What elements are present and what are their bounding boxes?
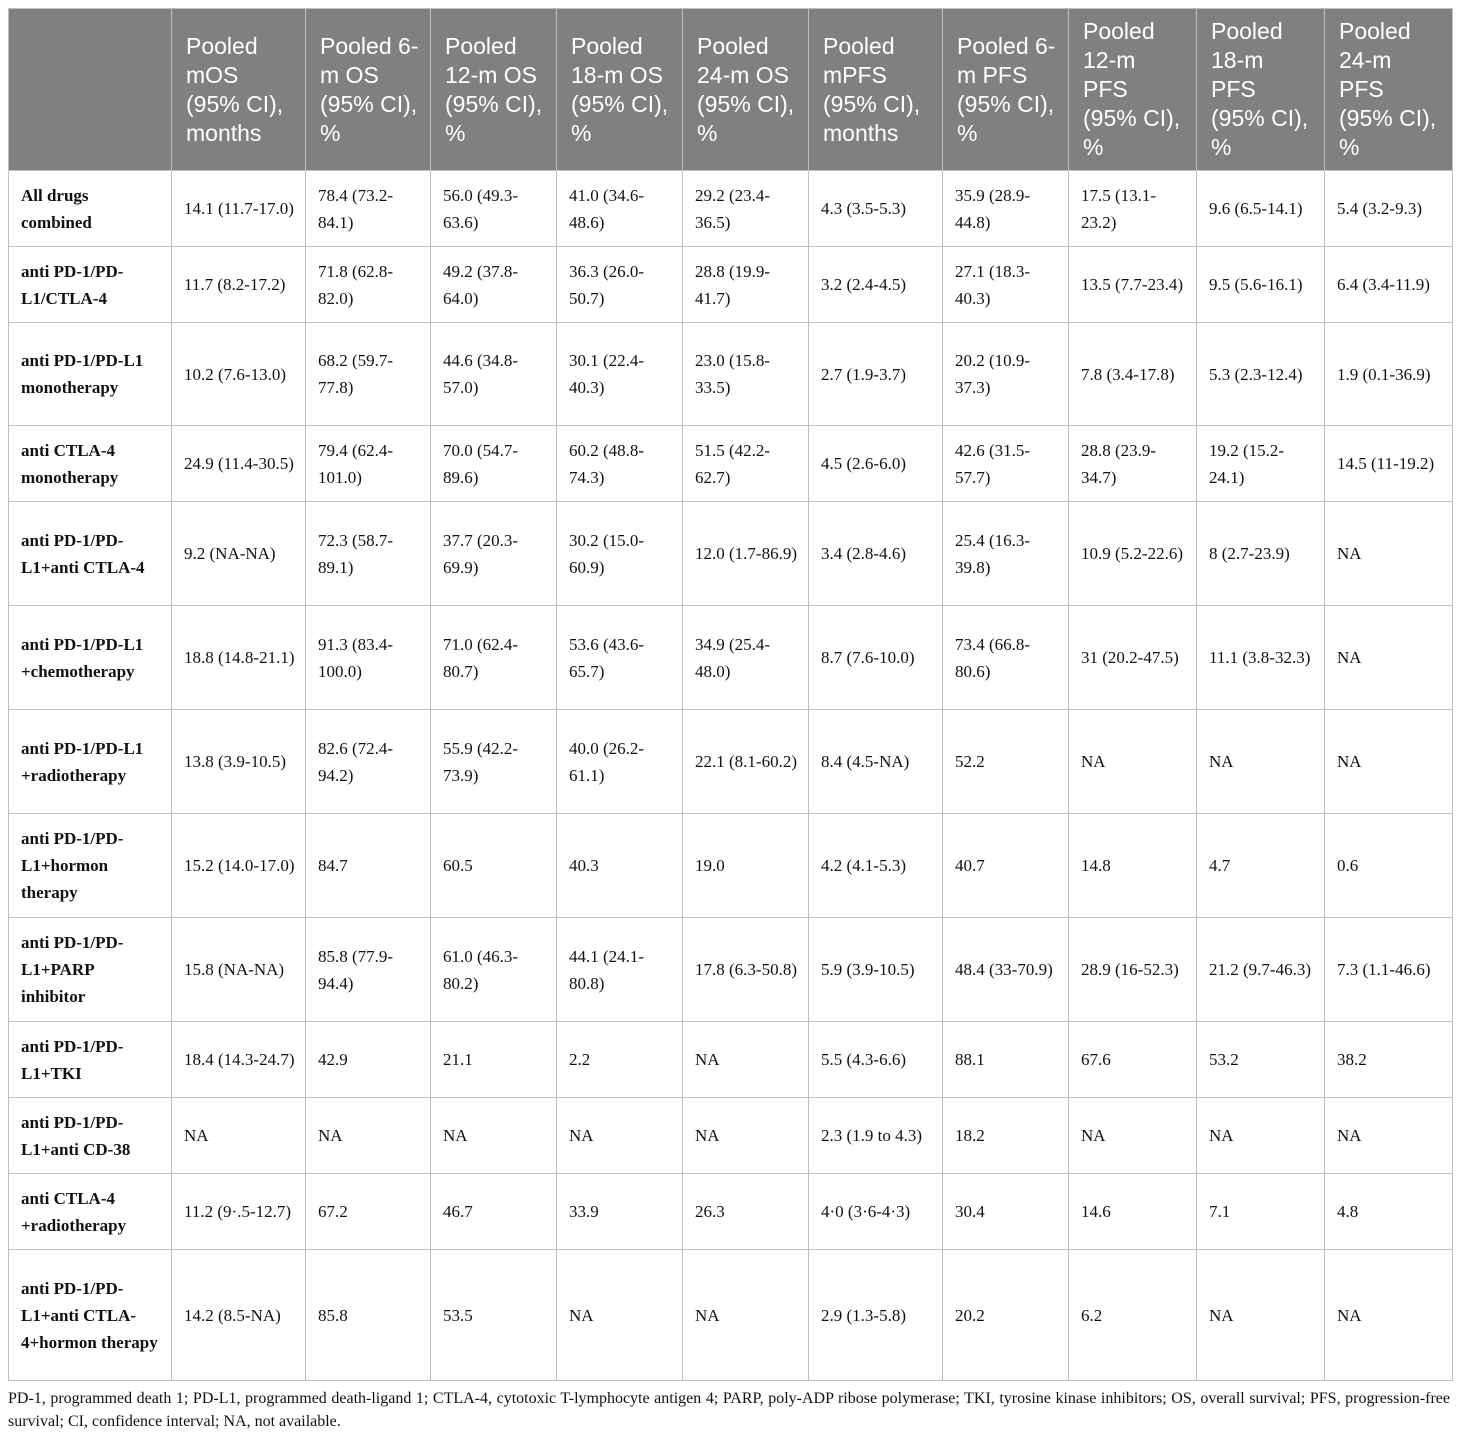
table-cell: 42.9 <box>306 1022 431 1098</box>
table-cell: 73.4 (66.8-80.6) <box>943 606 1069 710</box>
table-cell: 18.8 (14.8-21.1) <box>172 606 306 710</box>
table-row <box>9 323 1453 426</box>
table-cell: 9.5 (5.6-16.1) <box>1197 247 1325 323</box>
table-row <box>9 171 1453 247</box>
table-cell: 14.5 (11-19.2) <box>1325 426 1453 502</box>
table-cell: 2.9 (1.3-5.8) <box>809 1250 943 1381</box>
table-cell: NA <box>1325 502 1453 606</box>
table-cell: 11.2 (9·.5-12.7) <box>172 1174 306 1250</box>
table-cell: 12.0 (1.7-86.9) <box>683 502 809 606</box>
table-cell: 40.7 <box>943 814 1069 918</box>
table-cell: 5.5 (4.3-6.6) <box>809 1022 943 1098</box>
table-cell: 8 (2.7-23.9) <box>1197 502 1325 606</box>
table-container <box>8 8 1452 1433</box>
table-cell: 15.8 (NA-NA) <box>172 918 306 1022</box>
table-footnote: PD-1, programmed death 1; PD-L1, programmed death-ligand 1; CTLA-4, cytotoxic T-lymphocyte antigen 4; PARP, poly-ADP ribose polymerase; TKI, tyrosine kinase inhibitors; OS, overall survival; PFS, progression-free survival; CI, confidence interval; NA, not available. <box>8 1390 1450 1430</box>
header-row <box>9 9 1453 171</box>
table-cell: 28.9 (16-52.3) <box>1069 918 1197 1022</box>
table-cell: 2.2 <box>557 1022 683 1098</box>
row-label: All drugs combined <box>9 171 172 247</box>
table-cell: 35.9 (28.9-44.8) <box>943 171 1069 247</box>
table-cell: 85.8 <box>306 1250 431 1381</box>
table-cell: 53.2 <box>1197 1022 1325 1098</box>
table-cell: 68.2 (59.7-77.8) <box>306 323 431 426</box>
header-cell: Pooled mOS (95% CI), months <box>172 9 306 171</box>
table-cell: 18.4 (14.3-24.7) <box>172 1022 306 1098</box>
table-cell: NA <box>431 1098 557 1174</box>
table-cell: 5.9 (3.9-10.5) <box>809 918 943 1022</box>
table-cell: 28.8 (19.9-41.7) <box>683 247 809 323</box>
table-cell: 48.4 (33-70.9) <box>943 918 1069 1022</box>
row-label: anti PD-1/PD-L1+PARP inhibitor <box>9 918 172 1022</box>
table-cell: 21.2 (9.7-46.3) <box>1197 918 1325 1022</box>
table-cell: 10.9 (5.2-22.6) <box>1069 502 1197 606</box>
table-cell: 3.2 (2.4-4.5) <box>809 247 943 323</box>
table-cell: 34.9 (25.4-48.0) <box>683 606 809 710</box>
table-cell: 8.7 (7.6-10.0) <box>809 606 943 710</box>
row-label: anti PD-1/PD-L1+anti CD-38 <box>9 1098 172 1174</box>
table-cell: NA <box>557 1098 683 1174</box>
table-cell: 52.2 <box>943 710 1069 814</box>
table-cell: NA <box>683 1098 809 1174</box>
table-cell: 11.7 (8.2-17.2) <box>172 247 306 323</box>
table-cell: 85.8 (77.9-94.4) <box>306 918 431 1022</box>
table-cell: 61.0 (46.3-80.2) <box>431 918 557 1022</box>
table-cell: 38.2 <box>1325 1022 1453 1098</box>
table-cell: 4.5 (2.6-6.0) <box>809 426 943 502</box>
table-cell: 6.2 <box>1069 1250 1197 1381</box>
table-cell: 26.3 <box>683 1174 809 1250</box>
table-cell: 11.1 (3.8-32.3) <box>1197 606 1325 710</box>
table-row <box>9 814 1453 918</box>
table-cell: 10.2 (7.6-13.0) <box>172 323 306 426</box>
table-cell: 78.4 (73.2-84.1) <box>306 171 431 247</box>
table-cell: 42.6 (31.5-57.7) <box>943 426 1069 502</box>
table-cell: 31 (20.2-47.5) <box>1069 606 1197 710</box>
table-cell: 27.1 (18.3-40.3) <box>943 247 1069 323</box>
row-label: anti CTLA-4 +radiotherapy <box>9 1174 172 1250</box>
table-row <box>9 502 1453 606</box>
table-cell: NA <box>683 1250 809 1381</box>
table-row <box>9 1250 1453 1381</box>
table-cell: 82.6 (72.4-94.2) <box>306 710 431 814</box>
table-cell: 53.6 (43.6-65.7) <box>557 606 683 710</box>
table-row <box>9 606 1453 710</box>
table-body <box>9 171 1453 1381</box>
table-cell: 30.2 (15.0-60.9) <box>557 502 683 606</box>
table-cell: 5.4 (3.2-9.3) <box>1325 171 1453 247</box>
table-cell: 4.8 <box>1325 1174 1453 1250</box>
table-cell: 28.8 (23.9-34.7) <box>1069 426 1197 502</box>
table-cell: 71.0 (62.4-80.7) <box>431 606 557 710</box>
header-cell: Pooled 12-m OS (95% CI), % <box>431 9 557 171</box>
table-cell: 72.3 (58.7-89.1) <box>306 502 431 606</box>
table-cell: 7.1 <box>1197 1174 1325 1250</box>
table-cell: 4·0 (3·6-4·3) <box>809 1174 943 1250</box>
row-label: anti PD-1/PD-L1 +radiotherapy <box>9 710 172 814</box>
table-cell: 84.7 <box>306 814 431 918</box>
row-label: anti PD-1/PD-L1 monotherapy <box>9 323 172 426</box>
table-cell: 46.7 <box>431 1174 557 1250</box>
table-cell: 18.2 <box>943 1098 1069 1174</box>
table-cell: 67.2 <box>306 1174 431 1250</box>
table-cell: NA <box>1197 1098 1325 1174</box>
row-label: anti PD-1/PD-L1+anti CTLA-4+hormon therapy <box>9 1250 172 1381</box>
table-cell: NA <box>1197 1250 1325 1381</box>
table-cell: 40.0 (26.2-61.1) <box>557 710 683 814</box>
header-cell: Pooled 18-m PFS (95% CI), % <box>1197 9 1325 171</box>
row-label: anti CTLA-4 monotherapy <box>9 426 172 502</box>
table-cell: NA <box>172 1098 306 1174</box>
table-cell: 20.2 (10.9-37.3) <box>943 323 1069 426</box>
table-cell: 3.4 (2.8-4.6) <box>809 502 943 606</box>
table-cell: NA <box>1197 710 1325 814</box>
header-cell: Pooled 12-m PFS (95% CI), % <box>1069 9 1197 171</box>
table-cell: 19.0 <box>683 814 809 918</box>
row-label: anti PD-1/PD-L1+TKI <box>9 1022 172 1098</box>
table-cell: NA <box>1325 710 1453 814</box>
table-cell: NA <box>306 1098 431 1174</box>
table-cell: 9.6 (6.5-14.1) <box>1197 171 1325 247</box>
table-cell: 56.0 (49.3-63.6) <box>431 171 557 247</box>
table-row <box>9 1022 1453 1098</box>
table-cell: 70.0 (54.7-89.6) <box>431 426 557 502</box>
table-cell: 14.8 <box>1069 814 1197 918</box>
table-cell: NA <box>1325 606 1453 710</box>
table-cell: 6.4 (3.4-11.9) <box>1325 247 1453 323</box>
table-row <box>9 247 1453 323</box>
table-cell: 17.8 (6.3-50.8) <box>683 918 809 1022</box>
row-label: anti PD-1/PD-L1 +chemotherapy <box>9 606 172 710</box>
table-cell: 14.1 (11.7-17.0) <box>172 171 306 247</box>
table-cell: 79.4 (62.4-101.0) <box>306 426 431 502</box>
table-cell: 5.3 (2.3-12.4) <box>1197 323 1325 426</box>
header-cell: Pooled mPFS (95% CI), months <box>809 9 943 171</box>
table-cell: 9.2 (NA-NA) <box>172 502 306 606</box>
table-cell: 24.9 (11.4-30.5) <box>172 426 306 502</box>
header-cell: Pooled 24-m OS (95% CI), % <box>683 9 809 171</box>
header-cell: Pooled 18-m OS (95% CI), % <box>557 9 683 171</box>
header-cell: Pooled 24-m PFS (95% CI), % <box>1325 9 1453 171</box>
row-label: anti PD-1/PD-L1+hormon therapy <box>9 814 172 918</box>
table-cell: 40.3 <box>557 814 683 918</box>
table-cell: 44.6 (34.8-57.0) <box>431 323 557 426</box>
table-cell: 22.1 (8.1-60.2) <box>683 710 809 814</box>
table-cell: 36.3 (26.0-50.7) <box>557 247 683 323</box>
table-cell: 13.5 (7.7-23.4) <box>1069 247 1197 323</box>
table-cell: NA <box>1069 1098 1197 1174</box>
table-cell: 14.6 <box>1069 1174 1197 1250</box>
table-cell: 4.7 <box>1197 814 1325 918</box>
table-cell: 0.6 <box>1325 814 1453 918</box>
table-cell: 2.3 (1.9 to 4.3) <box>809 1098 943 1174</box>
table-cell: 21.1 <box>431 1022 557 1098</box>
table-cell: 7.3 (1.1-46.6) <box>1325 918 1453 1022</box>
table-cell: 41.0 (34.6-48.6) <box>557 171 683 247</box>
table-cell: 53.5 <box>431 1250 557 1381</box>
table-cell: 60.5 <box>431 814 557 918</box>
table-cell: 8.4 (4.5-NA) <box>809 710 943 814</box>
survival-table <box>8 8 1453 1381</box>
table-cell: 91.3 (83.4-100.0) <box>306 606 431 710</box>
header-cell: Pooled 6-m OS (95% CI), % <box>306 9 431 171</box>
table-cell: 2.7 (1.9-3.7) <box>809 323 943 426</box>
table-cell: 51.5 (42.2-62.7) <box>683 426 809 502</box>
table-cell: 44.1 (24.1-80.8) <box>557 918 683 1022</box>
table-cell: NA <box>683 1022 809 1098</box>
table-cell: 4.3 (3.5-5.3) <box>809 171 943 247</box>
table-cell: 4.2 (4.1-5.3) <box>809 814 943 918</box>
table-cell: 23.0 (15.8-33.5) <box>683 323 809 426</box>
table-cell: 20.2 <box>943 1250 1069 1381</box>
table-cell: 30.4 <box>943 1174 1069 1250</box>
table-row <box>9 426 1453 502</box>
table-cell: 71.8 (62.8-82.0) <box>306 247 431 323</box>
table-cell: NA <box>1325 1098 1453 1174</box>
table-cell: 7.8 (3.4-17.8) <box>1069 323 1197 426</box>
table-row <box>9 1174 1453 1250</box>
table-cell: 25.4 (16.3-39.8) <box>943 502 1069 606</box>
table-cell: NA <box>557 1250 683 1381</box>
table-row <box>9 710 1453 814</box>
table-cell: 37.7 (20.3-69.9) <box>431 502 557 606</box>
row-label: anti PD-1/PD-L1/CTLA-4 <box>9 247 172 323</box>
table-cell: 67.6 <box>1069 1022 1197 1098</box>
table-header <box>9 9 1453 171</box>
table-cell: 29.2 (23.4-36.5) <box>683 171 809 247</box>
table-cell: NA <box>1325 1250 1453 1381</box>
table-cell: 1.9 (0.1-36.9) <box>1325 323 1453 426</box>
table-cell: 15.2 (14.0-17.0) <box>172 814 306 918</box>
table-cell: NA <box>1069 710 1197 814</box>
header-cell <box>9 9 172 171</box>
table-cell: 14.2 (8.5-NA) <box>172 1250 306 1381</box>
table-cell: 30.1 (22.4-40.3) <box>557 323 683 426</box>
table-cell: 13.8 (3.9-10.5) <box>172 710 306 814</box>
row-label: anti PD-1/PD-L1+anti CTLA-4 <box>9 502 172 606</box>
table-cell: 60.2 (48.8-74.3) <box>557 426 683 502</box>
table-cell: 55.9 (42.2-73.9) <box>431 710 557 814</box>
table-cell: 19.2 (15.2-24.1) <box>1197 426 1325 502</box>
table-row <box>9 918 1453 1022</box>
table-cell: 17.5 (13.1-23.2) <box>1069 171 1197 247</box>
table-cell: 49.2 (37.8-64.0) <box>431 247 557 323</box>
table-cell: 33.9 <box>557 1174 683 1250</box>
table-cell: 88.1 <box>943 1022 1069 1098</box>
table-row <box>9 1098 1453 1174</box>
header-cell: Pooled 6-m PFS (95% CI), % <box>943 9 1069 171</box>
